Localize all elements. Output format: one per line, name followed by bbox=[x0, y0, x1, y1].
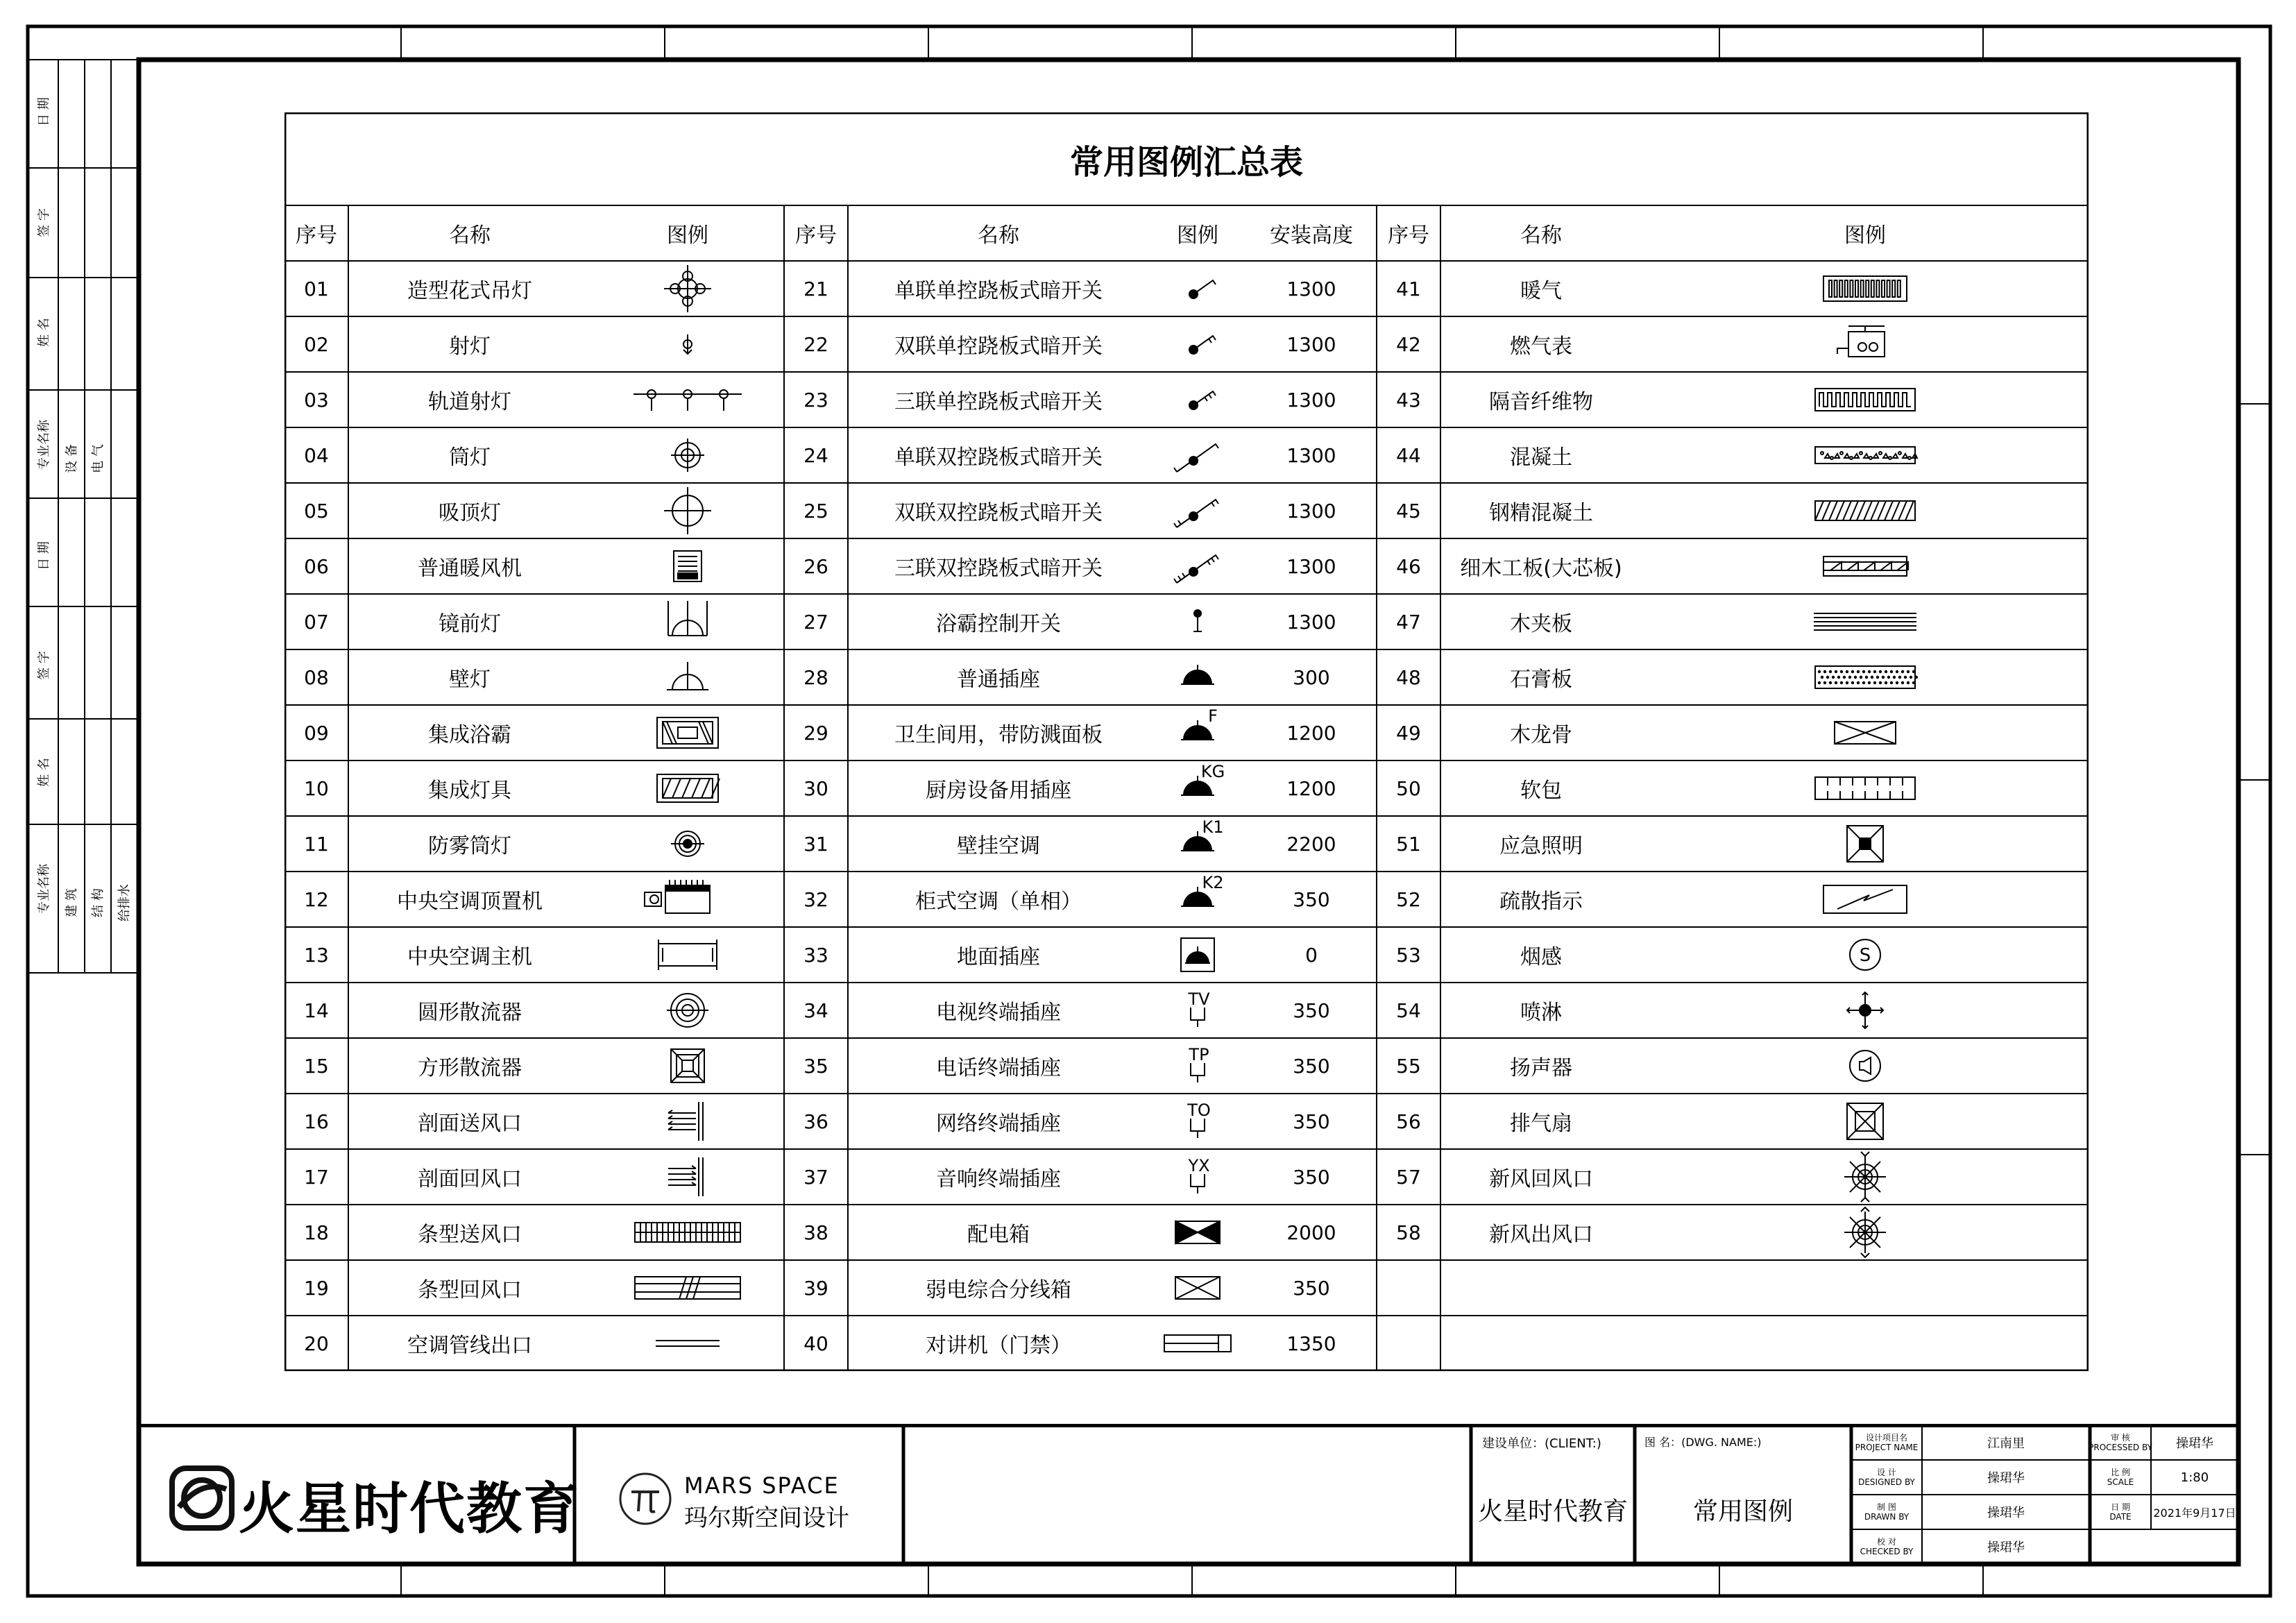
row-name: 网络终端插座 bbox=[936, 1112, 1061, 1136]
row-name: 双联单控跷板式暗开关 bbox=[894, 334, 1103, 359]
bath-switch-icon bbox=[1193, 610, 1202, 631]
row-name: 柜式空调（单相） bbox=[915, 890, 1082, 914]
distribution-box-icon bbox=[1175, 1221, 1220, 1243]
sidebar-discipline-plumbing: 给排水 bbox=[117, 884, 132, 921]
row-name: 混凝土 bbox=[1510, 445, 1572, 470]
row-name: 电话终端插座 bbox=[936, 1056, 1061, 1080]
row-name: 集成浴霸 bbox=[428, 723, 511, 747]
row-name: 条型回风口 bbox=[418, 1278, 522, 1302]
weak-current-box-icon bbox=[1175, 1277, 1220, 1299]
row-install-height: 350 bbox=[1293, 999, 1330, 1022]
row-number: 12 bbox=[304, 887, 329, 911]
row-install-height: 1300 bbox=[1286, 499, 1336, 522]
yx-socket-icon bbox=[1187, 1156, 1209, 1193]
reinforced-concrete-icon bbox=[1815, 501, 1915, 520]
sidebar-signoff bbox=[28, 60, 139, 976]
dwg-name-label: 图 名：(DWG. NAME:) bbox=[1644, 1436, 1762, 1449]
row-number: 43 bbox=[1396, 388, 1421, 411]
row-name: 射灯 bbox=[449, 334, 491, 359]
row-number: 08 bbox=[304, 665, 329, 689]
row-number: 49 bbox=[1396, 721, 1421, 745]
scale-label bbox=[2090, 1460, 2151, 1495]
sidebar-discipline-arch: 建 筑 bbox=[65, 888, 79, 917]
processed-label bbox=[2090, 1425, 2151, 1460]
track-light-icon bbox=[633, 390, 742, 411]
row-number: 52 bbox=[1396, 887, 1421, 911]
round-diffuser-icon bbox=[667, 994, 708, 1027]
row-name: 烟感 bbox=[1520, 945, 1562, 969]
row-number: 42 bbox=[1396, 332, 1421, 356]
row-name: 隔音纤维物 bbox=[1489, 390, 1593, 414]
designed-label-cn: 设 计 bbox=[1877, 1468, 1896, 1477]
row-name: 三联单控跷板式暗开关 bbox=[894, 390, 1103, 414]
socket-kg-icon bbox=[1181, 762, 1225, 795]
tv-socket-icon bbox=[1187, 989, 1210, 1027]
ac-ceiling-unit-icon bbox=[645, 880, 710, 913]
wood-keel-icon bbox=[1835, 722, 1896, 744]
header-no: 序号 bbox=[795, 223, 837, 248]
mars-space-en: MARS SPACE bbox=[684, 1472, 840, 1499]
row-name: 排气扇 bbox=[1510, 1112, 1572, 1136]
row-install-height: 350 bbox=[1293, 887, 1330, 911]
row-number: 40 bbox=[803, 1332, 828, 1355]
designed-label bbox=[1851, 1460, 1922, 1495]
row-number: 53 bbox=[1396, 943, 1421, 967]
row-name: 厨房设备用插座 bbox=[926, 779, 1071, 803]
row-number: 02 bbox=[304, 332, 329, 356]
svg-text:K2: K2 bbox=[1202, 873, 1224, 892]
row-name: 弱电综合分线箱 bbox=[926, 1278, 1071, 1302]
row-number: 21 bbox=[803, 277, 828, 300]
downlight-icon bbox=[671, 439, 704, 472]
row-name: 地面插座 bbox=[957, 945, 1040, 969]
row-name: 镜前灯 bbox=[439, 612, 501, 636]
legend-table bbox=[284, 112, 2089, 1371]
row-number: 44 bbox=[1396, 443, 1421, 467]
row-number: 46 bbox=[1396, 554, 1421, 578]
header-no: 序号 bbox=[296, 223, 337, 248]
fresh-air-outlet-icon bbox=[1844, 1207, 1886, 1257]
logo-text: 火星时代教育 bbox=[239, 1477, 580, 1541]
table-title: 常用图例汇总表 bbox=[1069, 142, 1303, 182]
drawn-label-cn: 制 图 bbox=[1877, 1502, 1896, 1512]
section-return-vent-icon bbox=[668, 1157, 703, 1196]
ac-pipe-outlet-icon bbox=[656, 1341, 720, 1346]
row-name: 卫生间用，带防溅面板 bbox=[894, 723, 1103, 747]
client-value: 火星时代教育 bbox=[1477, 1497, 1628, 1526]
row-number: 55 bbox=[1396, 1054, 1421, 1078]
scale-label-en: SCALE bbox=[2107, 1477, 2134, 1487]
smoke-detector-icon bbox=[1850, 940, 1880, 970]
scale-value: 1:80 bbox=[2180, 1470, 2209, 1485]
row-number: 01 bbox=[304, 277, 329, 300]
drawn-value: 操珺华 bbox=[1987, 1506, 2025, 1520]
row-number: 07 bbox=[304, 610, 329, 634]
row-number: 25 bbox=[803, 499, 828, 522]
row-number: 56 bbox=[1396, 1110, 1421, 1133]
sidebar-discipline-label-2: 专业名称 bbox=[37, 864, 51, 914]
intercom-icon bbox=[1164, 1335, 1231, 1352]
mars-space-cn: 玛尔斯空间设计 bbox=[684, 1504, 849, 1532]
row-name: 集成灯具 bbox=[428, 779, 511, 803]
client-label: 建设单位：(CLIENT:) bbox=[1482, 1436, 1601, 1451]
row-number: 47 bbox=[1396, 610, 1421, 634]
wall-lamp-icon bbox=[667, 662, 708, 690]
checked-label bbox=[1851, 1529, 1922, 1564]
drawn-label bbox=[1851, 1495, 1922, 1529]
switch-3-icon bbox=[1189, 391, 1216, 409]
row-name: 新风回风口 bbox=[1489, 1167, 1593, 1191]
sidebar-discipline-electric: 电 气 bbox=[91, 444, 105, 473]
row-number: 48 bbox=[1396, 665, 1421, 689]
row-number: 57 bbox=[1396, 1165, 1421, 1189]
acoustic-fiber-icon bbox=[1815, 389, 1915, 411]
date-label bbox=[2090, 1495, 2151, 1529]
mirror-light-icon bbox=[668, 601, 707, 636]
row-install-height: 1300 bbox=[1286, 443, 1336, 467]
header-name: 名称 bbox=[449, 223, 491, 248]
checked-label-cn: 校 对 bbox=[1877, 1537, 1896, 1547]
mars-logo-icon bbox=[169, 1465, 235, 1531]
project-label-en: PROJECT NAME bbox=[1855, 1443, 1919, 1452]
svg-text:S: S bbox=[1859, 945, 1871, 966]
fresh-air-return-icon bbox=[1844, 1152, 1886, 1202]
row-number: 05 bbox=[304, 499, 329, 522]
row-name: 木龙骨 bbox=[1510, 723, 1572, 747]
processed-label-en: PROCESSED BY bbox=[2089, 1443, 2152, 1452]
row-name: 普通插座 bbox=[957, 668, 1040, 692]
switch-2way-3-icon bbox=[1174, 555, 1218, 583]
row-install-height: 1300 bbox=[1286, 610, 1336, 634]
row-name: 壁挂空调 bbox=[957, 834, 1040, 858]
bath-heater-icon bbox=[657, 717, 718, 748]
project-label-cn: 设计项目名 bbox=[1865, 1433, 1907, 1443]
row-number: 31 bbox=[803, 832, 828, 856]
date-label-cn: 日 期 bbox=[2111, 1502, 2130, 1512]
row-install-height: 350 bbox=[1293, 1110, 1330, 1133]
row-number: 38 bbox=[803, 1221, 828, 1244]
row-name: 电视终端插座 bbox=[936, 1001, 1061, 1025]
socket-k2-icon bbox=[1181, 873, 1224, 906]
row-name: 软包 bbox=[1520, 779, 1562, 803]
header-symbol: 图例 bbox=[1844, 223, 1886, 248]
project-value: 江南里 bbox=[1987, 1436, 2025, 1451]
row-install-height: 1200 bbox=[1286, 721, 1336, 745]
row-number: 35 bbox=[803, 1054, 828, 1078]
row-number: 34 bbox=[803, 999, 828, 1022]
row-install-height: 1300 bbox=[1286, 388, 1336, 411]
row-number: 32 bbox=[803, 887, 828, 911]
row-number: 13 bbox=[304, 943, 329, 967]
row-install-height: 1300 bbox=[1286, 554, 1336, 578]
svg-text:KG: KG bbox=[1200, 762, 1225, 781]
row-name: 轨道射灯 bbox=[428, 390, 511, 414]
sprinkler-icon bbox=[1847, 992, 1883, 1028]
exhaust-fan-icon bbox=[1847, 1103, 1883, 1139]
processed-value: 操珺华 bbox=[2176, 1436, 2213, 1451]
switch-2-icon bbox=[1189, 336, 1216, 354]
row-number: 20 bbox=[304, 1332, 329, 1355]
mars-space-logo-icon bbox=[618, 1471, 673, 1527]
row-name: 双联双控跷板式暗开关 bbox=[894, 501, 1103, 525]
strip-return-vent-icon bbox=[635, 1277, 740, 1299]
switch-2way-2-icon bbox=[1174, 500, 1218, 527]
row-number: 03 bbox=[304, 388, 329, 411]
row-number: 39 bbox=[803, 1276, 828, 1300]
gypsum-board-icon bbox=[1815, 666, 1917, 688]
header-no: 序号 bbox=[1388, 223, 1429, 248]
row-number: 58 bbox=[1396, 1221, 1421, 1244]
row-number: 19 bbox=[304, 1276, 329, 1300]
date-label-en: DATE bbox=[2109, 1512, 2132, 1522]
row-number: 22 bbox=[803, 332, 828, 356]
row-name: 吸顶灯 bbox=[439, 501, 501, 525]
row-name: 普通暖风机 bbox=[418, 556, 522, 581]
row-number: 36 bbox=[803, 1110, 828, 1133]
row-name: 音响终端插座 bbox=[936, 1167, 1061, 1191]
row-install-height: 300 bbox=[1293, 665, 1330, 689]
switch-1-icon bbox=[1189, 280, 1216, 298]
row-install-height: 0 bbox=[1305, 943, 1318, 967]
row-number: 50 bbox=[1396, 776, 1421, 800]
row-name: 三联双控跷板式暗开关 bbox=[894, 556, 1103, 581]
row-name: 石膏板 bbox=[1510, 668, 1572, 692]
row-name: 单联单控跷板式暗开关 bbox=[894, 279, 1103, 303]
svg-text:TP: TP bbox=[1189, 1045, 1209, 1064]
row-name: 圆形散流器 bbox=[418, 1001, 522, 1025]
row-install-height: 2000 bbox=[1286, 1221, 1336, 1244]
integrated-light-icon bbox=[657, 774, 720, 802]
row-install-height: 1350 bbox=[1286, 1332, 1336, 1355]
row-name: 造型花式吊灯 bbox=[407, 279, 532, 303]
header-height: 安装高度 bbox=[1270, 223, 1353, 248]
row-install-height: 1200 bbox=[1286, 776, 1336, 800]
row-number: 16 bbox=[304, 1110, 329, 1133]
header-name: 名称 bbox=[1520, 223, 1562, 248]
sidebar-discipline-label: 专业名称 bbox=[37, 420, 51, 470]
gas-meter-icon bbox=[1837, 326, 1885, 357]
row-name: 扬声器 bbox=[1510, 1056, 1572, 1080]
square-diffuser-icon bbox=[671, 1049, 704, 1082]
row-install-height: 350 bbox=[1293, 1165, 1330, 1189]
header-symbol: 图例 bbox=[667, 223, 708, 248]
socket-k1-icon bbox=[1181, 817, 1224, 851]
row-number: 04 bbox=[304, 443, 329, 467]
sidebar-date-label-2: 日 期 bbox=[37, 541, 51, 570]
sidebar-sign-label-2: 签 字 bbox=[37, 651, 51, 680]
scale-label-cn: 比 例 bbox=[2111, 1468, 2130, 1477]
row-name: 筒灯 bbox=[449, 445, 491, 470]
row-number: 23 bbox=[803, 388, 828, 411]
dwg-name-value: 常用图例 bbox=[1692, 1497, 1793, 1526]
row-number: 41 bbox=[1396, 277, 1421, 300]
designed-label-en: DESIGNED BY bbox=[1858, 1477, 1915, 1487]
row-name: 方形散流器 bbox=[418, 1056, 522, 1080]
sidebar-discipline-struct: 结 构 bbox=[91, 888, 105, 917]
project-label bbox=[1851, 1425, 1922, 1460]
chandelier-icon bbox=[664, 265, 711, 312]
row-name: 单联双控跷板式暗开关 bbox=[894, 445, 1103, 470]
row-install-height: 1300 bbox=[1286, 277, 1336, 300]
row-name: 浴霸控制开关 bbox=[936, 612, 1061, 636]
row-name: 钢精混凝土 bbox=[1489, 501, 1593, 525]
title-block bbox=[139, 1424, 2238, 1564]
row-name: 对讲机（门禁） bbox=[926, 1334, 1071, 1358]
ac-main-unit-icon bbox=[658, 940, 717, 970]
strip-supply-vent-icon bbox=[635, 1223, 740, 1242]
to-socket-icon bbox=[1187, 1101, 1211, 1138]
row-name: 配电箱 bbox=[967, 1223, 1030, 1247]
row-name: 条型送风口 bbox=[418, 1223, 522, 1247]
row-number: 54 bbox=[1396, 999, 1421, 1022]
row-number: 30 bbox=[803, 776, 828, 800]
row-number: 51 bbox=[1396, 832, 1421, 856]
soft-pack-icon bbox=[1815, 777, 1915, 799]
row-name: 细木工板(大芯板) bbox=[1460, 556, 1622, 581]
emergency-light-icon bbox=[1847, 826, 1883, 862]
blockboard-icon bbox=[1823, 556, 1908, 576]
header-name: 名称 bbox=[978, 223, 1019, 248]
svg-text:TO: TO bbox=[1187, 1101, 1211, 1120]
row-name: 燃气表 bbox=[1510, 334, 1572, 359]
row-name: 中央空调主机 bbox=[407, 945, 532, 969]
row-name: 暖气 bbox=[1520, 279, 1562, 303]
row-number: 26 bbox=[803, 554, 828, 578]
sidebar-name-label-2: 姓 名 bbox=[37, 758, 51, 787]
header-symbol: 图例 bbox=[1177, 223, 1218, 248]
row-number: 33 bbox=[803, 943, 828, 967]
radiator-icon bbox=[1823, 276, 1907, 301]
speaker-icon bbox=[1850, 1051, 1880, 1081]
row-install-height: 350 bbox=[1293, 1054, 1330, 1078]
svg-text:TV: TV bbox=[1188, 989, 1210, 1009]
row-number: 17 bbox=[304, 1165, 329, 1189]
floor-socket-icon bbox=[1181, 938, 1214, 971]
spotlight-icon bbox=[683, 334, 692, 354]
evacuation-sign-icon bbox=[1823, 885, 1907, 913]
tp-socket-icon bbox=[1188, 1045, 1209, 1082]
socket-f-icon bbox=[1181, 706, 1218, 740]
row-number: 29 bbox=[803, 721, 828, 745]
row-name: 新风出风口 bbox=[1489, 1223, 1593, 1247]
row-number: 27 bbox=[803, 610, 828, 634]
date-value: 2021年9月17日 bbox=[2153, 1506, 2236, 1520]
designed-value: 操珺华 bbox=[1987, 1471, 2025, 1486]
row-number: 06 bbox=[304, 554, 329, 578]
switch-2way-1-icon bbox=[1174, 444, 1218, 472]
row-name: 防雾筒灯 bbox=[428, 834, 511, 858]
row-name: 应急照明 bbox=[1499, 834, 1583, 858]
row-number: 37 bbox=[803, 1165, 828, 1189]
row-name: 喷淋 bbox=[1520, 1001, 1562, 1025]
checked-label-en: CHECKED BY bbox=[1860, 1547, 1914, 1556]
fogproof-downlight-icon bbox=[671, 831, 704, 856]
row-name: 疏散指示 bbox=[1499, 890, 1583, 914]
row-name: 剖面回风口 bbox=[418, 1167, 522, 1191]
sidebar-discipline-equipment: 设 备 bbox=[65, 444, 79, 473]
row-number: 45 bbox=[1396, 499, 1421, 522]
plywood-icon bbox=[1814, 613, 1916, 630]
row-name: 中央空调顶置机 bbox=[397, 890, 543, 914]
row-install-height: 2200 bbox=[1286, 832, 1336, 856]
svg-text:YX: YX bbox=[1188, 1156, 1210, 1175]
concrete-icon bbox=[1815, 447, 1917, 464]
svg-text:F: F bbox=[1208, 706, 1218, 726]
row-number: 28 bbox=[803, 665, 828, 689]
drawn-label-en: DRAWN BY bbox=[1864, 1512, 1910, 1522]
row-number: 15 bbox=[304, 1054, 329, 1078]
row-install-height: 350 bbox=[1293, 1276, 1330, 1300]
row-number: 09 bbox=[304, 721, 329, 745]
socket-icon bbox=[1181, 665, 1214, 684]
row-number: 18 bbox=[304, 1221, 329, 1244]
row-name: 木夹板 bbox=[1510, 612, 1572, 636]
checked-value: 操珺华 bbox=[1987, 1540, 2025, 1555]
sidebar-sign-label: 签 字 bbox=[37, 208, 51, 237]
row-install-height: 1300 bbox=[1286, 332, 1336, 356]
ceiling-light-icon bbox=[664, 487, 711, 534]
processed-label-cn: 审 核 bbox=[2111, 1433, 2130, 1443]
row-name: 剖面送风口 bbox=[418, 1112, 522, 1136]
heater-fan-icon bbox=[674, 551, 701, 581]
sidebar-name-label: 姓 名 bbox=[37, 318, 51, 347]
row-number: 10 bbox=[304, 776, 329, 800]
row-number: 24 bbox=[803, 443, 828, 467]
row-name: 空调管线出口 bbox=[407, 1334, 532, 1358]
sidebar-date-label: 日 期 bbox=[37, 97, 51, 126]
row-number: 14 bbox=[304, 999, 329, 1022]
row-name: 壁灯 bbox=[449, 668, 491, 692]
row-number: 11 bbox=[304, 832, 329, 856]
svg-text:K1: K1 bbox=[1202, 817, 1224, 837]
section-supply-vent-icon bbox=[668, 1102, 703, 1141]
